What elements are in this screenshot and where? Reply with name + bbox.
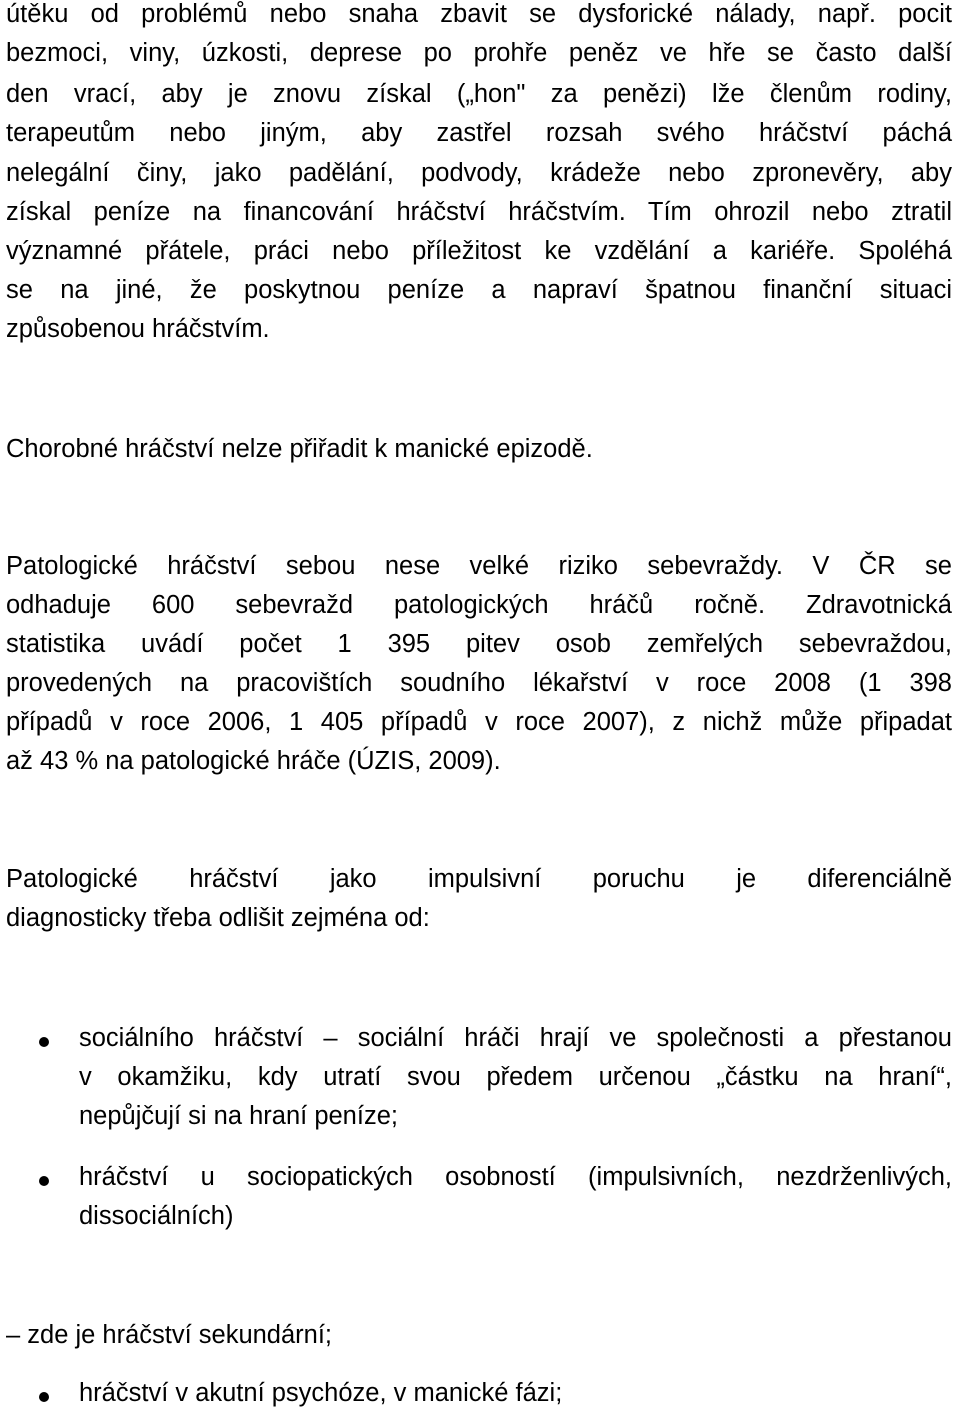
bullet-icon	[39, 1176, 49, 1186]
text-line: útěku od problémů nebo snaha zbavit se dysforické nálady, např. pocit	[6, 0, 952, 28]
text-line: se na jiné, že poskytnou peníze a napraví špatnou finanční situaci	[6, 276, 952, 304]
text-line: Patologické hráčství jako impulsivní poruchu je diferenciálně	[6, 865, 952, 893]
text-line: den vrací, aby je znovu získal („hon" za penězi) lže členům rodiny,	[6, 80, 952, 108]
text-line: získal peníze na financování hráčství hráčstvím. Tím ohrozil nebo ztratil	[6, 198, 952, 226]
text-line: nepůjčují si na hraní peníze;	[79, 1102, 398, 1130]
text-line: Patologické hráčství sebou nese velké riziko sebevraždy. V ČR se	[6, 552, 952, 580]
text-line: hráčství u sociopatických osobností (impulsivních, nezdrženlivých,	[79, 1163, 952, 1191]
text-line: provedených na pracovištích soudního lékařství v roce 2008 (1 398	[6, 669, 952, 697]
text-line: hráčství v akutní psychóze, v manické fázi;	[79, 1379, 563, 1407]
text-line: Chorobné hráčství nelze přiřadit k manické epizodě.	[6, 435, 593, 463]
bullet-icon	[39, 1392, 49, 1402]
text-line: významné přátele, práci nebo příležitost ke vzdělání a kariéře. Spoléhá	[6, 237, 952, 265]
text-line: statistika uvádí počet 1 395 pitev osob zemřelých sebevraždou,	[6, 630, 952, 658]
text-line: – zde je hráčství sekundární;	[6, 1321, 333, 1349]
bullet-icon	[39, 1037, 49, 1047]
text-line: bezmoci, viny, úzkosti, deprese po prohře peněz ve hře se často další	[6, 39, 952, 67]
text-line: odhaduje 600 sebevražd patologických hráčů ročně. Zdravotnická	[6, 591, 952, 619]
text-line: nelegální činy, jako padělání, podvody, krádeže nebo zpronevěry, aby	[6, 159, 952, 187]
text-line: diagnosticky třeba odlišit zejména od:	[6, 904, 430, 932]
text-line: případů v roce 2006, 1 405 případů v roce 2007), z nichž může připadat	[6, 708, 952, 736]
text-line: způsobenou hráčstvím.	[6, 315, 270, 343]
text-line: dissociálních)	[79, 1202, 234, 1230]
text-line: v okamžiku, kdy utratí svou předem určenou „částku na hraní“,	[79, 1063, 952, 1091]
text-line: až 43 % na patologické hráče (ÚZIS, 2009).	[6, 747, 501, 775]
text-line: sociálního hráčství – sociální hráči hrají ve společnosti a přestanou	[79, 1024, 952, 1052]
text-line: terapeutům nebo jiným, aby zastřel rozsah svého hráčství páchá	[6, 119, 952, 147]
